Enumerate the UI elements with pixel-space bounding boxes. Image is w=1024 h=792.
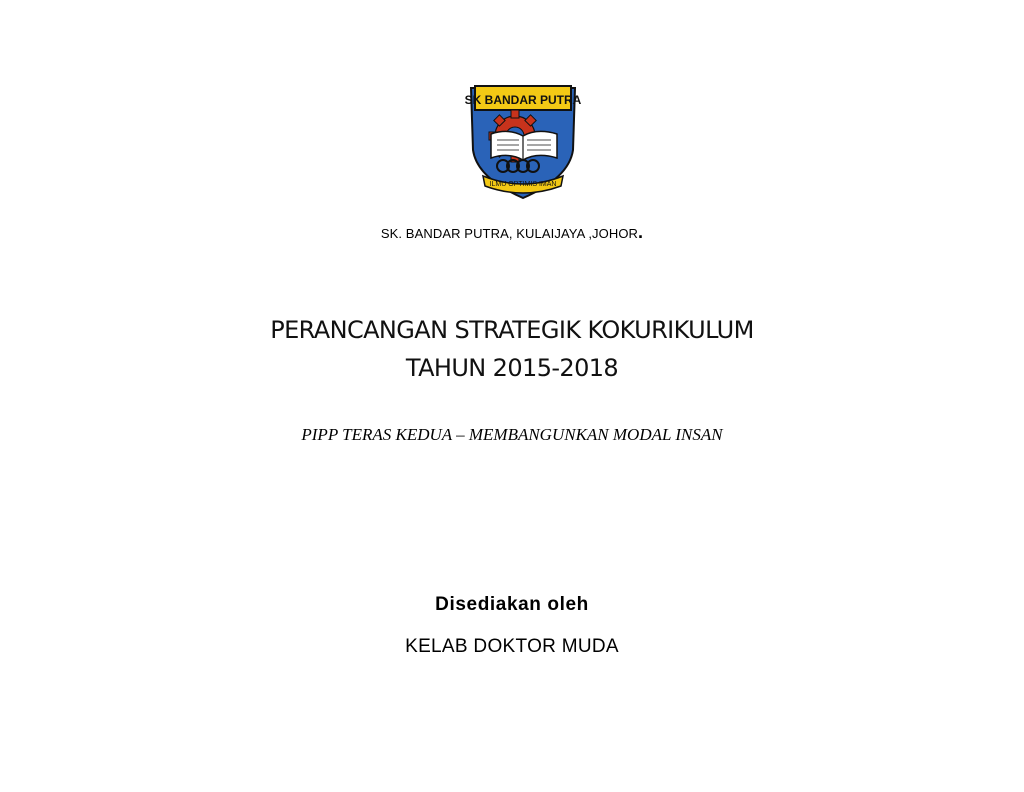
document-title-line-1: PERANCANGAN STRATEGIK KOKURIKULUM — [270, 316, 754, 344]
logo-banner-text: SK BANDAR PUTRA — [465, 93, 581, 107]
school-name-dot: . — [638, 222, 644, 242]
school-crest-logo — [465, 80, 581, 200]
logo-motto-text: ILMU OPTIMIS IMAN — [489, 181, 557, 188]
school-name: SK. BANDAR PUTRA, KULAIJAYA ,JOHOR — [380, 226, 639, 241]
document-subtitle: PIPP TERAS KEDUA – MEMBANGUNKAN MODAL INSAN — [301, 425, 723, 444]
school-name-line — [0, 222, 1024, 243]
prepared-by-label: Disediakan oleh — [435, 594, 589, 615]
prepared-by-name: KELAB DOKTOR MUDA — [405, 636, 619, 657]
document-title-line-2: TAHUN 2015-2018 — [405, 354, 619, 382]
